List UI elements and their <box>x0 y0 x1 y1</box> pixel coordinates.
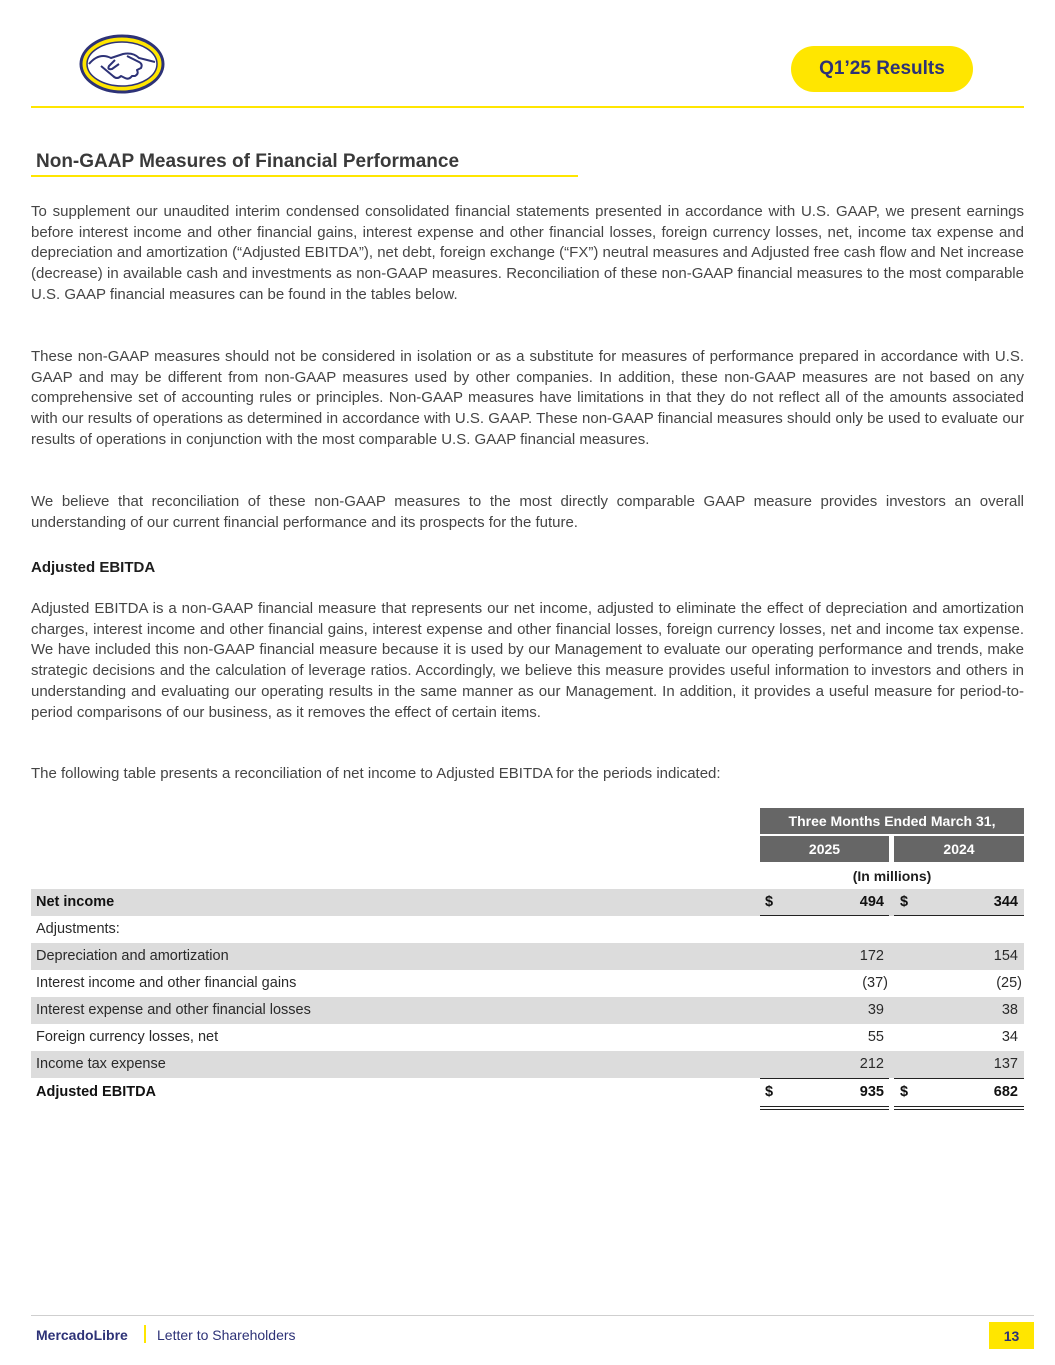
value-2025: 55 <box>867 1029 884 1045</box>
row-label: Income tax expense <box>36 1056 166 1072</box>
value-2024: 34 <box>1001 1029 1018 1045</box>
row-label: Net income <box>36 894 115 910</box>
table-row-interest-income <box>31 970 1024 997</box>
footer-title: Letter to Shareholders <box>157 1327 296 1343</box>
ebitda-paragraph-2: The following table presents a reconciliation of net income to Adjusted EBITDA for the periods indicated: <box>31 765 721 782</box>
double-underline-bottom <box>894 1109 1024 1110</box>
table-row-adjusted-ebitda <box>31 1079 1024 1106</box>
header-divider <box>31 106 1024 108</box>
currency-symbol: $ <box>765 1084 774 1100</box>
currency-symbol: $ <box>900 1084 909 1100</box>
table-row-net-income <box>31 889 1024 916</box>
footer-divider <box>31 1315 1034 1316</box>
table-row-adjustments <box>31 916 1024 943</box>
ebitda-paragraph-1: Adjusted EBITDA is a non-GAAP financial measure that represents our net income, adjusted to eliminate the effect of depreciation and amortization charges, interest income and other financial gains, interest expense and other financial losses, foreign currency losses, net and income tax expense. We have included this non-GAAP financial measure because it is used by our Management to evaluate our operating performance and trends, make strategic decisions and the calculation of leverage ratios. Accordingly, we believe this measure provides useful information to investors and others in understanding and evaluating our operating results in the same manner as our Management. In addition, it provides a useful measure for period-to-period comparisons of our business, as it removes the effect of certain items. <box>31 600 1024 721</box>
value-2025: 212 <box>859 1056 884 1072</box>
value-2024: 137 <box>993 1056 1018 1072</box>
row-label: Depreciation and amortization <box>36 948 229 964</box>
table-row-interest-expense <box>31 997 1024 1024</box>
section-title: Non-GAAP Measures of Financial Performance <box>36 151 460 172</box>
units-label: (In millions) <box>852 868 932 884</box>
row-label: Adjustments: <box>36 921 120 937</box>
value-2025: 935 <box>859 1084 884 1100</box>
footer-brand: MercadoLibre <box>36 1327 128 1343</box>
row-label: Interest expense and other financial losses <box>36 1002 311 1018</box>
row-label: Interest income and other financial gains <box>36 975 297 991</box>
value-2024: 154 <box>993 948 1018 964</box>
value-2024: (25) <box>996 975 1022 991</box>
page-number: 13 <box>989 1322 1034 1349</box>
column-header-2025: 2025 <box>760 836 889 862</box>
value-2024: 682 <box>993 1084 1018 1100</box>
mercadolibre-handshake-logo <box>79 34 165 94</box>
row-label: Adjusted EBITDA <box>36 1084 157 1100</box>
ebitda-heading: Adjusted EBITDA <box>31 559 156 576</box>
double-underline-top <box>894 1106 1024 1107</box>
currency-symbol: $ <box>900 894 909 910</box>
intro-paragraph-2: These non-GAAP measures should not be considered in isolation or as a substitute for measures of performance prepared in accordance with U.S. GAAP and may be different from non-GAAP measures used by other companies. In addition, these non-GAAP measures are not based on any comprehensive set of accounting rules or principles. Non-GAAP measures have limitations in that they do not reflect all of the amounts associated with our results of operations as determined in accordance with U.S. GAAP. These non-GAAP financial measures should only be used to evaluate our results of operations in conjunction with the most comparable U.S. GAAP financial measures. <box>31 348 1024 448</box>
value-2025: 39 <box>867 1002 884 1018</box>
value-2024: 38 <box>1001 1002 1018 1018</box>
column-header-2024: 2024 <box>894 836 1024 862</box>
table-row-income-tax <box>31 1051 1024 1078</box>
value-2024: 344 <box>993 894 1018 910</box>
quarter-badge: Q1’25 Results <box>791 46 973 92</box>
title-underline <box>31 175 578 177</box>
footer-separator <box>144 1325 146 1343</box>
double-underline-bottom <box>760 1109 889 1110</box>
value-2025: 172 <box>859 948 884 964</box>
period-header: Three Months Ended March 31, <box>760 808 1024 834</box>
row-label: Foreign currency losses, net <box>36 1029 219 1045</box>
table-row-fx-losses <box>31 1024 1024 1051</box>
intro-paragraph-1: To supplement our unaudited interim condensed consolidated financial statements presented in accordance with U.S. GAAP, we present earnings before interest income and other financial gains, interest expense and other financial losses, foreign currency losses, net, income tax expense and depreciation and amortization (“Adjusted EBITDA”), net debt, foreign exchange (“FX”) neutral measures and Adjusted free cash flow and Net increase (decrease) in available cash and investments as non-GAAP measures. Reconciliation of these non-GAAP financial measures to the most comparable U.S. GAAP financial measures can be found in the tables below. <box>31 203 1024 303</box>
table-row-depreciation <box>31 943 1024 970</box>
double-underline-top <box>760 1106 889 1107</box>
currency-symbol: $ <box>765 894 774 910</box>
intro-paragraph-3: We believe that reconciliation of these non-GAAP measures to the most directly comparable GAAP measure provides investors an overall understanding of our current financial performance and its prospects for the future. <box>31 493 1024 531</box>
value-2025: 494 <box>859 894 884 910</box>
value-2025: (37) <box>862 975 888 991</box>
